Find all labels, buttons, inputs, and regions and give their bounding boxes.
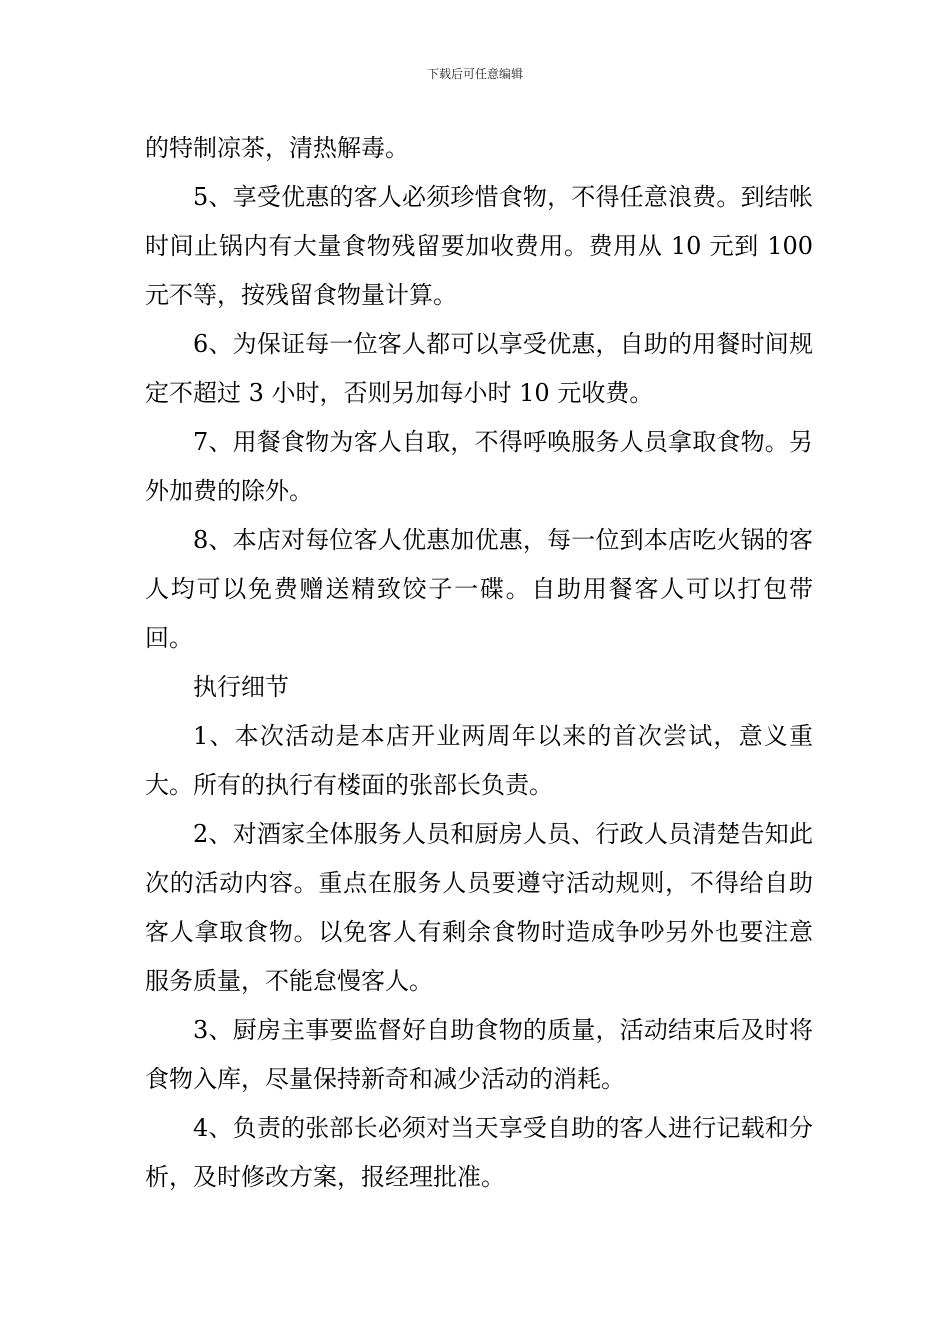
paragraph-continuation: 的特制凉茶，清热解毒。 — [145, 134, 409, 162]
paragraph-detail-3: 3、厨房主事要监督好自助食物的质量，活动结束后及时将食物入库，尽量保持新奇和减少活动的消耗。 — [145, 1016, 813, 1093]
paragraph-item-8: 8、本店对每位客人优惠加优惠，每一位到本店吃火锅的客人均可以免费赠送精致饺子一碟。自助用餐客人可以打包带回。 — [145, 526, 813, 652]
document-body — [145, 124, 813, 1202]
section-heading-execution-details: 执行细节 — [193, 673, 289, 701]
paragraph-detail-2: 2、对酒家全体服务人员和厨房人员、行政人员清楚告知此次的活动内容。重点在服务人员要遵守活动规则，不得给自助客人拿取食物。以免客人有剩余食物时造成争吵另外也要注意服务质量，不能怠慢客人。 — [145, 820, 813, 995]
paragraph-item-5: 5、享受优惠的客人必须珍惜食物，不得任意浪费。到结帐时间止锅内有大量食物残留要加收费用。费用从 10 元到 100 元不等，按残留食物量计算。 — [145, 183, 813, 309]
page-header: 下载后可任意编辑 — [426, 67, 523, 81]
paragraph-detail-1: 1、本次活动是本店开业两周年以来的首次尝试，意义重大。所有的执行有楼面的张部长负责。 — [145, 722, 813, 799]
paragraph-item-6: 6、为保证每一位客人都可以享受优惠，自助的用餐时间规定不超过 3 小时，否则另加每小时 10 元收费。 — [145, 330, 813, 407]
paragraph-item-7: 7、用餐食物为客人自取，不得呼唤服务人员拿取食物。另外加费的除外。 — [145, 428, 813, 505]
paragraph-detail-4: 4、负责的张部长必须对当天享受自助的客人进行记载和分析，及时修改方案，报经理批准。 — [145, 1114, 813, 1191]
